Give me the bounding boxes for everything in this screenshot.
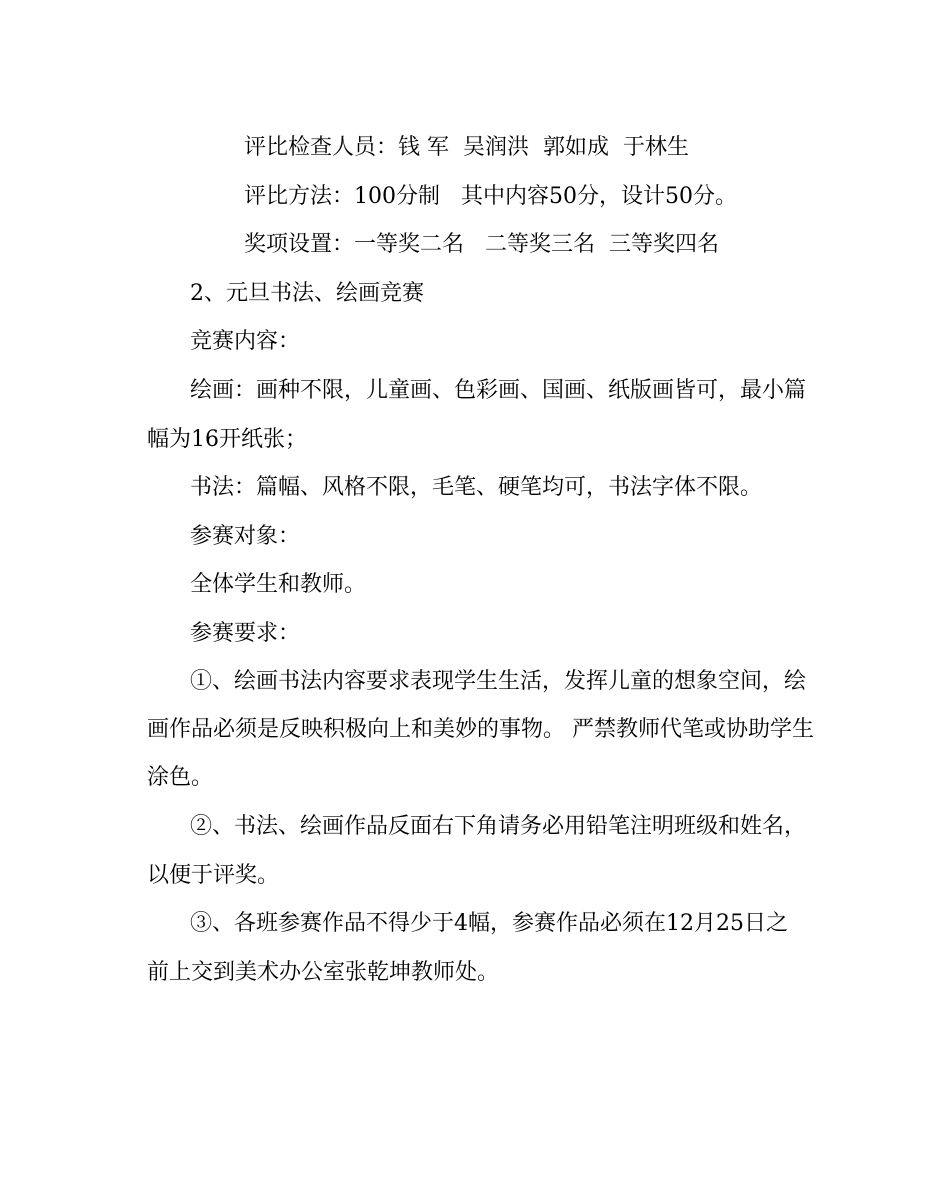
painting-rule-line-2: 幅为16开纸张； [147,427,307,452]
section-heading: 2、元旦书法、绘画竞赛 [190,281,424,306]
content-label: 竞赛内容： [190,329,301,354]
requirement-1-line-1: ①、绘画书法内容要求表现学生生活，发挥儿童的想象空间，绘 [190,669,807,694]
awards-line: 奖项设置：一等奖二名 二等奖三名 三等奖四名 [244,232,719,257]
calligraphy-rule-line: 书法：篇幅、风格不限，毛笔、硬笔均可，书法字体不限。 [190,475,763,500]
participants-label: 参赛对象： [190,524,301,549]
inspectors-line: 评比检查人员：钱 军 吴润洪 郭如成 于林生 [244,135,689,160]
scoring-method-line: 评比方法：100分制 其中内容50分，设计50分。 [244,184,737,209]
requirements-label: 参赛要求： [190,621,301,646]
requirement-2-line-2: 以便于评奖。 [147,863,280,888]
requirement-2-line-1: ②、书法、绘画作品反面右下角请务必用铅笔注明班级和姓名， [190,814,807,839]
requirement-1-line-2: 画作品必须是反映积极向上和美妙的事物。 严禁教师代笔或协助学生 [147,717,814,742]
requirement-3-line-2: 前上交到美术办公室张乾坤教师处。 [147,960,500,985]
participants-value: 全体学生和教师。 [190,572,367,597]
requirement-3-line-1: ③、各班参赛作品不得少于4幅，参赛作品必须在12月25日之 [190,911,788,936]
requirement-1-line-3: 涂色。 [147,765,214,790]
painting-rule-line-1: 绘画：画种不限，儿童画、色彩画、国画、纸版画皆可，最小篇 [190,378,807,403]
